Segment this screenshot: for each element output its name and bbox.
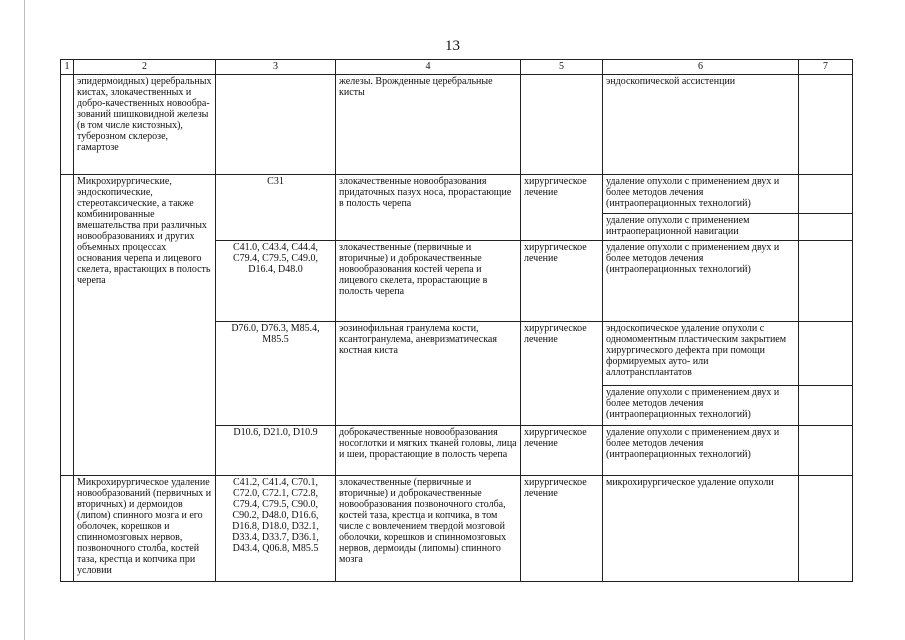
cell-treatment-method: удаление опухоли с применением двух и более методов лечения (интраоперационных технологий) (603, 426, 799, 476)
cell-icd-codes: C41.0, C43.4, C44.4, C79.4, C79.5, C49.0, D16.4, D48.0 (216, 241, 336, 322)
cell-model-patient: злокачественные (первичные и вторичные) и доброкачественные новообразования костей черепа и лицевого скелета, прорастающие в полость черепа (336, 241, 521, 322)
column-number-7: 7 (799, 60, 853, 75)
cell-treatment-method: удаление опухоли с применением двух и более методов лечения (интраоперационных технологий) (603, 241, 799, 322)
cell-model-patient: доброкачественные новообразования носоглотки и мягких тканей головы, лица и шеи, прорастающие в полость черепа (336, 426, 521, 476)
cell-cost (799, 214, 853, 241)
cell-procedure-name: Микрохирургические, эндоскопические, стереотаксические, а также комбинированные вмешательства при различных новообразованиях и других объемных процессах основания черепа и лицевого скелета, врастающих в полость черепа (74, 175, 216, 476)
cell-cost (799, 386, 853, 426)
table-row (61, 476, 853, 582)
cell-cost (799, 426, 853, 476)
cell-cost (799, 476, 853, 582)
column-number-6: 6 (603, 60, 799, 75)
cell-number (61, 476, 74, 582)
cell-treatment-type: хирургическое лечение (521, 175, 603, 241)
cell-icd-codes: C41.2, C41.4, C70.1, C72.0, C72.1, C72.8, C79.4, C79.5, C90.0, C90.2, D48.0, D16.6, D16.8, D18.0, D32.1, D33.4, D33.7, D36.1, D43.4, Q06.8, M85.5 (216, 476, 336, 582)
column-number-4: 4 (336, 60, 521, 75)
cell-treatment-method: эндоскопическое удаление опухоли с одномоментным пластическим закрытием хирургического дефекта при помощи формируемых ауто- или аллотрансплантатов (603, 322, 799, 386)
column-number-3: 3 (216, 60, 336, 75)
cell-model-patient: злокачественные новообразования придаточных пазух носа, прорастающие в полость черепа (336, 175, 521, 241)
cell-treatment-method: удаление опухоли с применением интраоперационной навигации (603, 214, 799, 241)
cell-treatment-type: хирургическое лечение (521, 322, 603, 426)
column-number-1: 1 (61, 60, 74, 75)
cell-treatment-method: микрохирургическое удаление опухоли (603, 476, 799, 582)
column-number-5: 5 (521, 60, 603, 75)
cell-model-patient: злокачественные (первичные и вторичные) и доброкачественные новообразования позвоночного столба, костей таза, крестца и копчика, в том числе с вовлечением твердой мозговой оболочки, корешков и спинномозговых нервов, дермоиды (липомы) спинного мозга (336, 476, 521, 582)
cell-treatment-method: удаление опухоли с применением двух и более методов лечения (интраоперационных технологий) (603, 175, 799, 214)
cell-number (61, 75, 74, 175)
cell-icd-codes: D76.0, D76.3, M85.4, M85.5 (216, 322, 336, 426)
cell-number (61, 175, 74, 476)
cell-model-patient: железы. Врожденные церебральные кисты (336, 75, 521, 175)
cell-treatment-type: хирургическое лечение (521, 426, 603, 476)
cell-cost (799, 175, 853, 214)
cell-model-patient: эозинофильная гранулема кости, ксантогранулема, аневризматическая костная киста (336, 322, 521, 426)
table-row (61, 175, 853, 214)
medical-procedures-table (60, 59, 853, 582)
cell-treatment-type (521, 75, 603, 175)
cell-icd-codes (216, 75, 336, 175)
table-row (61, 75, 853, 175)
cell-procedure-name: Микрохирургическое удаление новообразований (первичных и вторичных) и дермоидов (липом) спинного мозга и его оболочек, корешков и спинномозговых нервов, позвоночного столба, костей таза, крестца и копчика при условии (74, 476, 216, 582)
column-number-row (61, 60, 853, 75)
cell-cost (799, 75, 853, 175)
column-number-2: 2 (74, 60, 216, 75)
cell-cost (799, 241, 853, 322)
cell-treatment-method: удаление опухоли с применением двух и более методов лечения (интраоперационных технологий) (603, 386, 799, 426)
page-edge-line (24, 0, 25, 640)
cell-procedure-name: эпидермоидных) церебральных кистах, злокачественных и добро-качественных новообра-зований шишковидной железы (в том числе кистозных), туберозном склерозе, гамартозе (74, 75, 216, 175)
cell-icd-codes: C31 (216, 175, 336, 241)
cell-treatment-type: хирургическое лечение (521, 241, 603, 322)
cell-cost (799, 322, 853, 386)
cell-treatment-type: хирургическое лечение (521, 476, 603, 582)
cell-treatment-method: эндоскопической ассистенции (603, 75, 799, 175)
page-number: 13 (445, 38, 460, 54)
cell-icd-codes: D10.6, D21.0, D10.9 (216, 426, 336, 476)
